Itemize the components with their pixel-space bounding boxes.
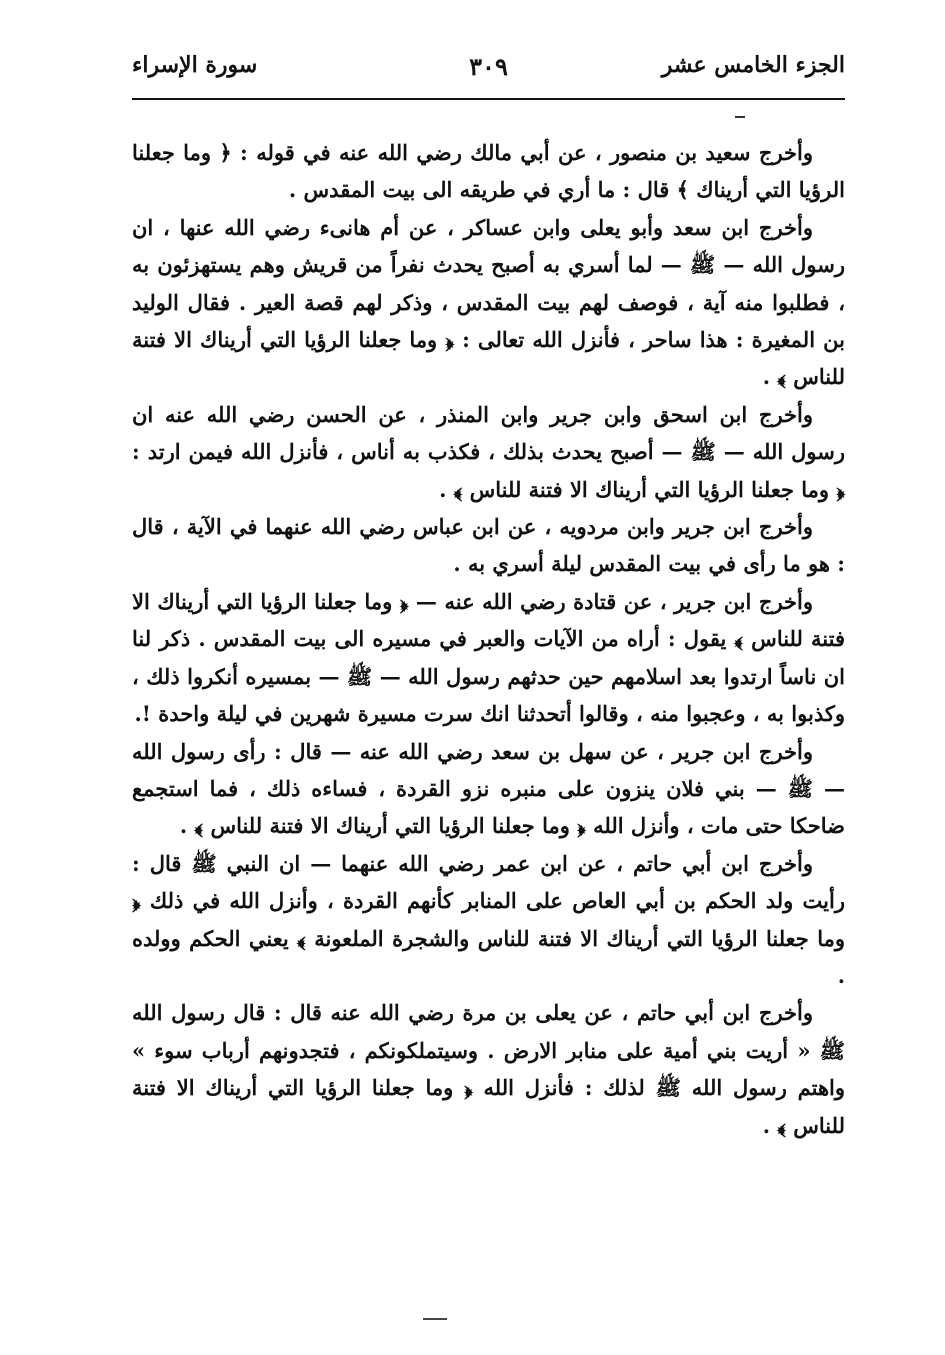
- paragraph: وأخرج سعيد بن منصور ، عن أبي مالك رضي الله عنه في قوله : ﴿ وما جعلنا الرؤيا التي أريناك ﴾ قال : ما أري في طريقه الى بيت المقدس .: [132, 140, 845, 203]
- paragraph: وأخرج ابن جرير ، عن قتادة رضي الله عنه — ﴿ وما جعلنا الرؤيا التي أريناك الا فتنة للناس ﴾ يقول : أراه من الآيات والعبر في مسيره الى بيت المقدس . ذكر لنا ان ناساً ارتدوا بعد اسلامهم حين حدثهم رسول الله — ﷺ — بمسيره أنكروا ذلك ، وكذبوا به ، وعجبوا منه ، وقالوا أتحدثنا انك سرت مسيرة شهرين في ليلة واحدة !.: [132, 588, 845, 727]
- paragraph: وأخرج ابن جرير ، عن سهل بن سعد رضي الله عنه — قال : رأى رسول الله — ﷺ — بني فلان ينزون على منبره نزو القردة ، فساءه ذلك ، فما استجمع ضاحكا حتى مات ، وأنزل الله ﴿ وما جعلنا الرؤيا التي أريناك الا فتنة للناس ﴾ .: [132, 738, 845, 839]
- page-number: ٣٠٩: [469, 52, 508, 81]
- paragraph: وأخرج ابن جرير وابن مردويه ، عن ابن عباس رضي الله عنهما في الآية ، قال : هو ما رأى في بيت المقدس ليلة أسري به .: [132, 514, 845, 577]
- paragraph: وأخرج ابن أبي حاتم ، عن ابن عمر رضي الله عنهما — ان النبي ﷺ قال : رأيت ولد الحكم بن أبي العاص على المنابر كأنهم القردة ، وأنزل الله في ذلك ﴿ وما جعلنا الرؤيا التي أريناك الا فتنة للناس والشجرة الملعونة ﴾ يعني الحكم وولده .: [132, 850, 845, 988]
- paragraph: وأخرج ابن أبي حاتم ، عن يعلى بن مرة رضي الله عنه قال : قال رسول الله ﷺ « أريت بني أمية على منابر الارض . وسيتملكونكم ، فتجدونهم أرباب سوء » واهتم رسول الله ﷺ لذلك : فأنزل الله ﴿ وما جعلنا الرؤيا التي أريناك الا فتنة للناس ﴾ .: [132, 1000, 845, 1138]
- ink-mark: [735, 116, 745, 118]
- footer-mark: [423, 1318, 447, 1320]
- running-header: [132, 52, 845, 92]
- paragraph: وأخرج ابن سعد وأبو يعلى وابن عساكر ، عن أم هانىء رضي الله عنها ، ان رسول الله — ﷺ — لما أسري به أصبح يحدث نفراً من قريش وهم يستهزئون به ، فطلبوا منه آية ، فوصف لهم بيت المقدس ، وذكر لهم قصة العير . فقال الوليد بن المغيرة : هذا ساحر ، فأنزل الله تعالى : ﴿ وما جعلنا الرؤيا التي أريناك الا فتنة للناس ﴾ .: [132, 214, 845, 390]
- paragraph: وأخرج ابن اسحق وابن جرير وابن المنذر ، عن الحسن رضي الله عنه ان رسول الله — ﷺ — أصبح يحدث بذلك ، فكذب به أناس ، فأنزل الله فيمن ارتد : ﴿ وما جعلنا الرؤيا التي أريناك الا فتنة للناس ﴾ .: [132, 401, 845, 502]
- surah-title: سورة الإسراء: [132, 52, 258, 78]
- header-rule: [132, 98, 845, 100]
- body-text: [132, 134, 845, 1144]
- part-title: الجزء الخامس عشر: [661, 52, 845, 78]
